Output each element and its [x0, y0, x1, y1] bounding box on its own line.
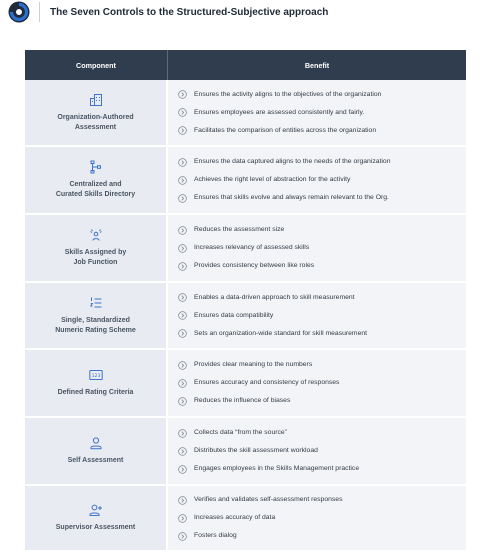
component-cell: [25, 350, 168, 418]
benefit-text: Provides consistency between like roles: [194, 262, 315, 269]
person-radiating-icon: [89, 228, 103, 242]
benefit-text: Enables a data-driven approach to skill measurement: [194, 293, 355, 301]
chevron-circle-icon: [178, 397, 187, 406]
benefit-text: Provides clear meaning to the numbers: [194, 361, 313, 368]
numbers-box-text: 123: [91, 374, 100, 379]
chevron-circle-icon: [178, 379, 187, 388]
header-divider: [39, 2, 40, 22]
brand-logo-icon: [8, 1, 30, 23]
table-row: [25, 350, 466, 418]
benefit-item: [178, 225, 460, 235]
benefit-cell: [168, 215, 466, 283]
benefit-item: [178, 293, 460, 303]
benefit-item: [178, 428, 460, 438]
table-row: [25, 147, 466, 215]
benefit-text: Fosters dialog: [194, 532, 237, 539]
chevron-circle-icon: [178, 532, 187, 541]
chevron-circle-icon: [178, 90, 187, 99]
component-cell: [25, 147, 168, 215]
controls-table: [25, 50, 466, 552]
benefit-item: [178, 126, 460, 136]
benefit-item: [178, 464, 460, 474]
component-cell: [25, 283, 168, 350]
table-header-row: [25, 50, 466, 80]
chevron-circle-icon: [178, 108, 187, 117]
benefit-text: Facilitates the comparison of entities across the organization: [194, 126, 377, 134]
component-label: Supervisor Assessment: [55, 524, 136, 531]
numbered-list-icon: [89, 296, 103, 310]
chevron-circle-icon: [178, 429, 187, 438]
benefit-text: Achieves the right level of abstraction for the activity: [194, 176, 351, 183]
benefit-text: Increases accuracy of data: [194, 514, 276, 521]
benefit-item: [178, 513, 460, 523]
table-row: [25, 80, 466, 147]
benefit-cell: [168, 418, 466, 486]
component-label: Organization-Authored: [57, 113, 134, 121]
benefit-text: Reduces the assessment size: [194, 226, 285, 233]
component-label-line2: Job Function: [73, 259, 118, 266]
component-cell: [25, 215, 168, 283]
component-label-line2: Numeric Rating Scheme: [55, 326, 136, 334]
benefit-item: [178, 531, 460, 541]
person-icon: [89, 436, 103, 450]
benefit-item: [178, 175, 460, 185]
chevron-circle-icon: [178, 496, 187, 505]
page-title: The Seven Controls to the Structured-Subjective approach: [50, 6, 329, 18]
component-label-line2: Curated Skills Directory: [55, 191, 136, 198]
benefit-item: [178, 243, 460, 253]
benefit-item: [178, 261, 460, 271]
component-label: Self Assessment: [67, 457, 124, 464]
component-label: Skills Assigned by: [64, 249, 127, 256]
table-row: [25, 418, 466, 486]
component-label: Centralized and: [69, 181, 122, 188]
benefit-text: Verifies and validates self-assessment responses: [194, 496, 343, 503]
component-cell: [25, 418, 168, 486]
benefit-text: Ensures employees are assessed consistently and fairly.: [194, 108, 365, 116]
chevron-circle-icon: [178, 514, 187, 523]
benefit-text: Distributes the skill assessment workload: [194, 447, 318, 454]
chevron-circle-icon: [178, 361, 187, 370]
building-grid-icon: [89, 93, 103, 107]
benefit-item: [178, 157, 460, 167]
component-label: Single, Standardized: [61, 316, 130, 324]
component-cell: [25, 486, 168, 552]
numbers-box-icon: [89, 368, 103, 382]
benefit-item: [178, 360, 460, 370]
chevron-circle-icon: [178, 293, 187, 302]
table-row: [25, 486, 466, 552]
benefit-text: Collects data “from the source”: [194, 429, 287, 436]
benefit-item: [178, 446, 460, 456]
chevron-circle-icon: [178, 158, 187, 167]
table-row: [25, 215, 466, 283]
chevron-circle-icon: [178, 447, 187, 456]
chevron-circle-icon: [178, 226, 187, 235]
benefit-item: [178, 378, 460, 388]
benefit-cell: [168, 350, 466, 418]
benefit-cell: [168, 283, 466, 350]
chevron-circle-icon: [178, 176, 187, 185]
benefit-text: Ensures the activity aligns to the objectives of the organization: [194, 90, 382, 98]
person-add-icon: [89, 503, 103, 517]
benefit-text: Increases relevancy of assessed skills: [194, 244, 310, 251]
benefit-item: [178, 396, 460, 406]
component-label: Defined Rating Criteria: [57, 389, 134, 396]
chevron-circle-icon: [178, 329, 187, 338]
benefit-cell: [168, 80, 466, 147]
chevron-circle-icon: [178, 194, 187, 203]
benefit-text: Sets an organization-wide standard for skill measurement: [194, 329, 368, 337]
benefit-item: [178, 193, 460, 203]
benefit-text: Reduces the influence of biases: [194, 397, 291, 404]
benefit-item: [178, 495, 460, 505]
component-label-line2: Assessment: [74, 123, 117, 131]
benefit-text: Engages employees in the Skills Management practice: [194, 465, 360, 472]
chevron-circle-icon: [178, 244, 187, 253]
benefit-item: [178, 311, 460, 321]
chevron-circle-icon: [178, 126, 187, 135]
chevron-circle-icon: [178, 465, 187, 474]
hierarchy-tree-icon: [89, 160, 103, 174]
benefit-text: Ensures accuracy and consistency of responses: [194, 379, 340, 386]
benefit-text: Ensures the data captured aligns to the needs of the organization: [194, 158, 391, 165]
benefit-text: Ensures that skills evolve and always remain relevant to the Org.: [194, 194, 389, 201]
column-header-benefit: Benefit: [168, 50, 466, 80]
column-header-component: Component: [25, 50, 168, 80]
chevron-circle-icon: [178, 262, 187, 271]
chevron-circle-icon: [178, 311, 187, 320]
benefit-cell: [168, 486, 466, 552]
benefit-item: [178, 90, 460, 100]
benefit-item: [178, 329, 460, 339]
component-cell: [25, 80, 168, 147]
benefit-text: Ensures data compatibility: [194, 311, 274, 319]
benefit-item: [178, 108, 460, 118]
table-row: [25, 283, 466, 350]
page-header: [8, 1, 328, 23]
benefit-cell: [168, 147, 466, 215]
